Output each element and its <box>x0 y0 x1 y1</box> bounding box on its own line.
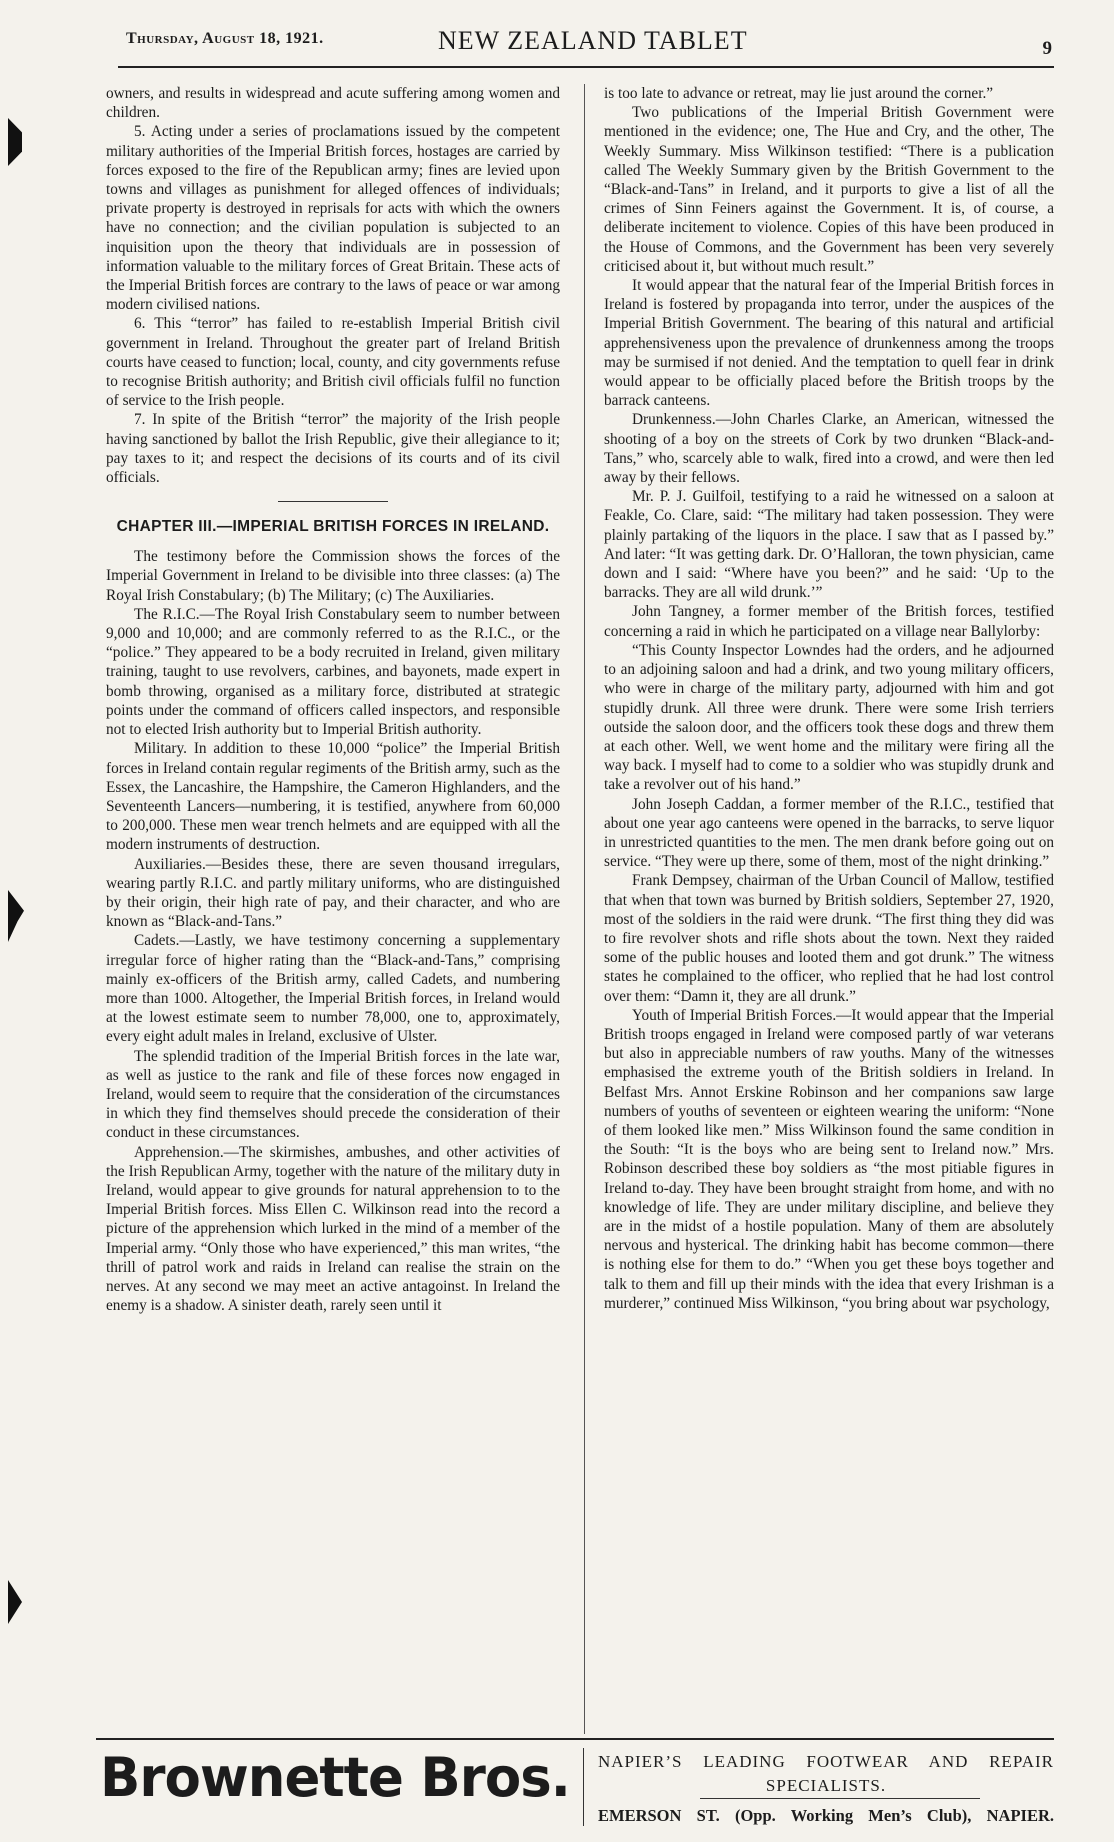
column-rule <box>584 84 585 1734</box>
paragraph: Youth of Imperial British Forces.—It would appear that the Imperial British troops engaged in Ireland were composed partly of war veterans but also in appreciable numbers of raw youths. Many of the witnesses emphasised the extreme youth of the British soldiers in Ireland. In Belfast Mrs. Annot Erskine Robinson and her companions saw large numbers of youths of seventeen or eighteen wearing the uniform: “None of them looked like men.” Miss Wilkinson found the same condition in the South: “It is the boys who are being sent to Ireland now.” Mrs. Robinson described these boy soldiers as “the most pitiable figures in Ireland to-day. They have been brought straight from home, and with no knowledge of life. They are under military discipline, and believe they are in the midst of a hostile population. Many of them are absolutely nervous and hysterical. The drinking habit has become common—there is nothing else for them to do.” “When you get these boys together and talk to them and fill up their minds with the idea that every Irishman is a murderer,” continued Miss Wilkinson, “you bring about war psychology, <box>604 1006 1054 1312</box>
paragraph: 6. This “terror” has failed to re-establish Imperial British civil government in Ireland. Throughout the greater part of Ireland British courts have ceased to function; local, county, and city governments refuse to recognise British authority; and British civil officials fulfil no function of service to the Irish people. <box>106 315 560 410</box>
paragraph: Mr. P. J. Guilfoil, testifying to a raid he witnessed on a saloon at Feakle, Co. Clare, said: “The military had taken possession. They were plainly partaking of the liquors in the place. I saw that as I passed by.” And later: “It was getting dark. Dr. O’Halloran, the town physician, came down and I said: “Where have you been?” and he said: ‘Up to the barracks. They are all wild drunk.’” <box>604 488 1054 602</box>
paragraph: Frank Dempsey, chairman of the Urban Council of Mallow, testified that when that town was burned by British soldiers, September 27, 1920, most of the soldiers in the raid were drunk. “The first thing they did was to fire revolver shots and rifle shots about the town. Next they raided some of the public houses and looted them and got drunk.” The witness states he complained to the officer, who replied that he had lost control over them: “Damn it, they are all drunk.” <box>604 872 1054 1005</box>
ad-separator <box>700 1798 980 1799</box>
ad-tagline: NAPIER’S LEADING FOOTWEAR AND REPAIR <box>598 1752 1054 1771</box>
masthead <box>118 22 1054 68</box>
paragraph: Apprehension.—The skirmishes, ambushes, and other activities of the Irish Republican Army, together with the nature of the military duty in Ireland, would appear to give grounds for natural apprehension to to the Imperial British forces. Miss Ellen C. Wilkinson read into the record a picture of the apprehension which lurked in the mind of a member of the Imperial army. “Only those who have experienced,” this man writes, “the thrill of patrol work and raids in Ireland can realise the strain on the nerves. At any second we may meet an active antagoinst. In Ireland the enemy is a shadow. A sinister death, rarely seen until it <box>106 1143 560 1315</box>
paragraph: The testimony before the Commission shows the forces of the Imperial Government in Ireland to be divisible into three classes: (a) The Royal Irish Constabulary; (b) The Military; (c) The Auxiliaries. <box>106 548 560 604</box>
advertisement-rule <box>96 1738 1054 1740</box>
binding-mark <box>8 890 24 942</box>
section-divider <box>278 501 388 502</box>
ad-brand-name: Brownette Bros. <box>100 1746 570 1809</box>
paragraph: is too late to advance or retreat, may lie just around the corner.” <box>604 85 994 102</box>
page-number: 9 <box>1042 38 1052 59</box>
right-column <box>604 84 1054 1313</box>
issue-date: Thursday, August 18, 1921. <box>126 30 324 47</box>
paragraph: “This County Inspector Lowndes had the orders, and he adjourned to an adjoining saloon and had a drink, and two young military officers, who were in charge of the military party, adjourned with him and got stupidly drunk. All three were drunk. There were some Irish terriers outside the saloon door, and the officers took these dogs and threw them at each other. Well, we went home and the military were firing all the way back. I myself had to come to a soldier who was stupidly drunk and take a revolver out of his hand.” <box>604 641 1054 794</box>
paragraph: Two publications of the Imperial British Government were mentioned in the evidence; one, The Hue and Cry, and the other, The Weekly Summary. Miss Wilkinson testified: “There is a publication called The Weekly Summary given by the British Government to the “Black-and-Tans” in Ireland, and it purports to give a list of all the crimes of Sinn Feiners against the Government. It is, of course, a deliberate incitement to violence. Copies of this have been produced in the House of Commons, and the Government has been very severely criticised about it, but without much result.” <box>604 104 1054 275</box>
paragraph: Drunkenness.—John Charles Clarke, an American, witnessed the shooting of a boy on the streets of Cork by two drunken “Black-and-Tans,” who, scarcely able to walk, fired into a crowd, and were then led away by their fellows. <box>604 411 1054 487</box>
paragraph: Military. In addition to these 10,000 “police” the Imperial British forces in Ireland contain regular regiments of the British army, such as the Essex, the Lancashire, the Hampshire, the Cameron Highlanders, and the Seventeenth Lancers—numbering, it is testified, anywhere from 60,000 to 200,000. These men wear trench helmets and are equipped with all the modern instruments of destruction. <box>106 740 560 854</box>
paragraph: owners, and results in widespread and acute suffering among women and children. <box>106 85 560 122</box>
newspaper-title: NEW ZEALAND TABLET <box>438 26 748 55</box>
paragraph: It would appear that the natural fear of the Imperial British forces in Ireland is fostered by propaganda into terror, under the auspices of the Imperial British Government. The bearing of this natural and artificial apprehensiveness upon the prevalence of drunkenness among the troops may be surmised if not denied. And the temptation to quell fear in drink would appear to be officially placed before the British troops by the barrack canteens. <box>604 277 1054 410</box>
paragraph: John Joseph Caddan, a former member of the R.I.C., testified that about one year ago canteens were opened in the barracks, to serve liquor in unrestricted quantities to the men. The men drank before going out on service. “They were up there, some of them, most of the night drinking.” <box>604 795 1054 871</box>
paragraph: Cadets.—Lastly, we have testimony concerning a supplementary irregular force of higher rating than the “Black-and-Tans,” comprising mainly ex-officers of the British army, called Cadets, and numbering more than 1000. Altogether, the Imperial British forces, in Ireland would at the lowest estimate seem to number 78,000, one to, approximately, every eight adult males in Ireland, exclusive of Ulster. <box>106 932 560 1046</box>
paragraph: Auxiliaries.—Besides these, there are seven thousand irregulars, wearing partly R.I.C. and partly military uniforms, who are distinguished by their origin, their high rate of pay, and their character, and who are known as “Black-and-Tans.” <box>106 855 560 931</box>
binding-mark <box>8 1580 22 1624</box>
paragraph: 7. In spite of the British “terror” the majority of the Irish people having sanctioned by ballot the Irish Republic, give their allegiance to it; pay taxes to it; and respect the decisions of its courts and of its civil officials. <box>106 411 560 487</box>
left-column <box>106 84 560 1315</box>
ad-tagline-2: SPECIALISTS. <box>765 1776 887 1795</box>
chapter-heading: CHAPTER III.—IMPERIAL BRITISH FORCES IN IRELAND. <box>116 518 550 536</box>
paragraph: John Tangney, a former member of the British forces, testified concerning a raid in which he participated on a village near Ballylorby: <box>604 603 1054 640</box>
binding-mark <box>8 118 22 166</box>
paragraph: The R.I.C.—The Royal Irish Constabulary seem to number between 9,000 and 10,000; and are commonly referred to as the R.I.C., or the “police.” They appeared to be a body recruited in Ireland, given military training, taught to use revolvers, carbines, and bayonets, made expert in bomb throwing, organised as a military force, distributed at strategic points under the command of officers called inspectors, and responsible not to elected Irish authority but to Imperial British authority. <box>106 605 560 739</box>
paragraph: The splendid tradition of the Imperial British forces in the late war, as well as justice to the rank and file of these forces now engaged in Ireland, would seem to require that the consideration of the circumstances in which they find themselves should precede the consideration of their conduct in these circumstances. <box>106 1047 560 1142</box>
ad-divider <box>583 1748 584 1826</box>
ad-address: EMERSON ST. (Opp. Working Men’s Club), NAPIER. <box>598 1806 1054 1825</box>
paragraph: 5. Acting under a series of proclamations issued by the competent military authorities of the Imperial British forces, hostages are carried by forces exposed to the fire of the Republican army; fines are levied upon towns and villages as punishment for alleged offences of individuals; private property is destroyed in reprisals for acts with which the owners have no connection; and the civilian population is subjected to an inquisition upon the theory that individuals are in possession of information valuable to the military forces of Great Britain. These acts of the Imperial British forces are contrary to the laws of peace or war among modern civilised nations. <box>106 123 560 314</box>
